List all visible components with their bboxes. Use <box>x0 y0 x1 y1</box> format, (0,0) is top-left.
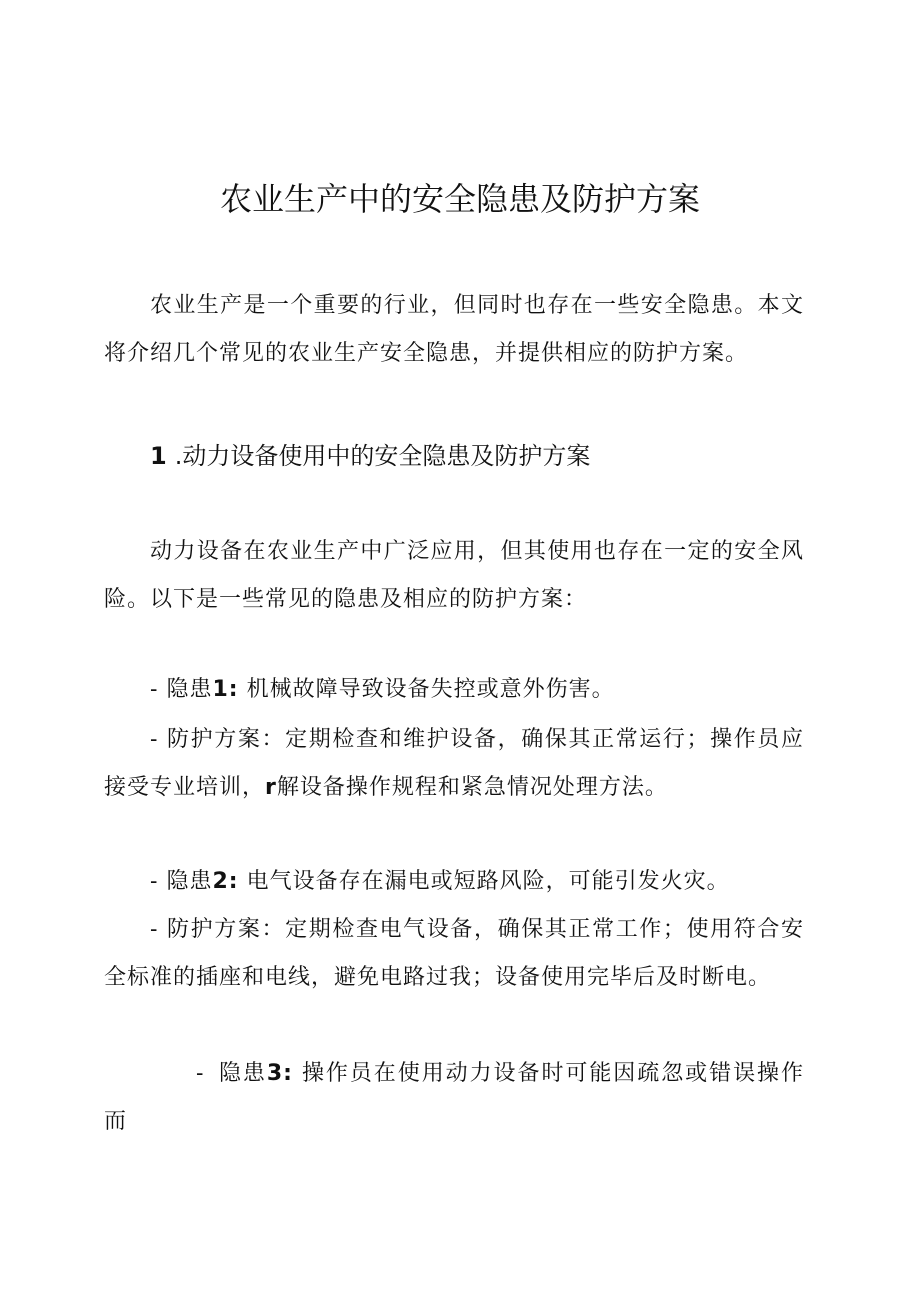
section-number: 1 <box>150 442 167 470</box>
list-dash: - <box>150 727 159 752</box>
protection-text: 防护方案：定期检查电气设备，确保其正常工作；使用符合安全标准的插座和电线，避免电路过我；设备使用完毕后及时断电。 <box>104 917 804 990</box>
protection-item-2 <box>104 906 804 1002</box>
list-dash: - <box>196 1061 205 1086</box>
hazard-item-2 <box>104 858 804 906</box>
hazard-item-1 <box>104 666 804 714</box>
hazard-label: 隐患 <box>166 677 213 702</box>
hazard-colon: : <box>228 677 239 702</box>
document-title: 农业生产中的安全隐患及防护方案 <box>219 180 700 218</box>
hazard-colon: : <box>228 869 239 894</box>
protection-text: 防护方案：定期检查和维护设备，确保其正常运行；操作员应接受专业培训， <box>104 727 804 800</box>
list-dash: - <box>150 917 159 942</box>
list-dash: - <box>150 677 159 702</box>
section-heading-text: .动力设备使用中的安全隐患及防护方案 <box>174 442 591 470</box>
protection-glyph: r <box>265 775 277 800</box>
hazard-number: 3 <box>266 1061 284 1086</box>
protection-item-1 <box>104 716 804 812</box>
protection-text-after: 解设备操作规程和紧急情况处理方法。 <box>276 775 668 800</box>
hazard-text: 机械故障导致设备失控或意外伤害。 <box>246 677 615 702</box>
section-heading <box>150 436 590 476</box>
hazard-text: 电气设备存在漏电或短路风险，可能引发火灾。 <box>246 869 730 894</box>
hazard-number: 2 <box>212 869 229 894</box>
hazard-item-3 <box>104 1050 804 1146</box>
section-intro-paragraph: 动力设备在农业生产中广泛应用，但其使用也存在一定的安全风险。以下是一些常见的隐患及相应的防护方案： <box>104 539 804 612</box>
hazard-colon: : <box>283 1061 293 1086</box>
intro-paragraph: 农业生产是一个重要的行业，但同时也存在一些安全隐患。本文将介绍几个常见的农业生产安全隐患，并提供相应的防护方案。 <box>104 293 804 366</box>
hazard-label: 隐患 <box>166 869 213 894</box>
list-dash: - <box>150 869 159 894</box>
hazard-text: 操作员在使用动力设备时可能因疏忽或错误操作而 <box>104 1061 804 1134</box>
hazard-label: 隐患 <box>218 1061 267 1086</box>
hazard-number: 1 <box>212 677 229 702</box>
